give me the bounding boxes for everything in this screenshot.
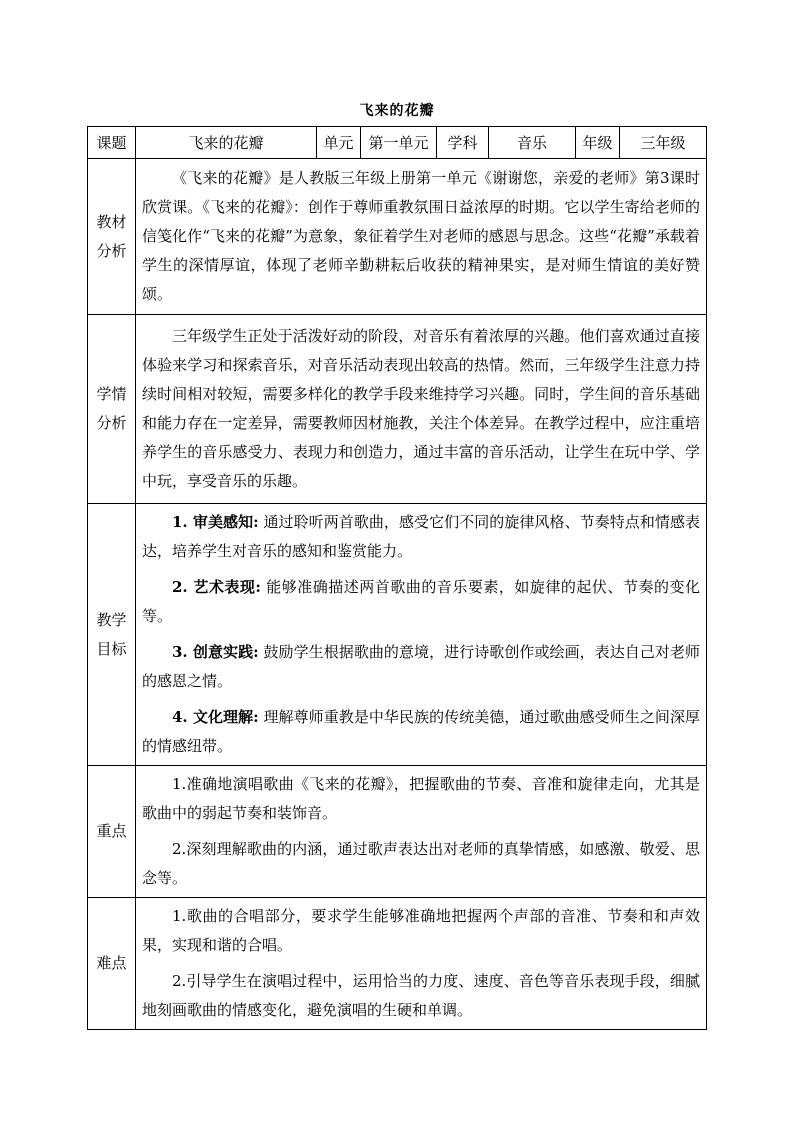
textbook-analysis-text: 《飞来的花瓣》是人教版三年级上册第一单元《谢谢您，亲爱的老师》第3课时欣赏课。《飞来的花瓣》：创作于尊师重教氛围日益浓厚的时期。它以学生寄给老师的信笺化作“飞来的花瓣”为意象，象征着学生对老师的感恩与思念。这些“花瓣”承载着学生的深情厚谊，体现了老师辛勤耕耘后收获的精神果实，是对师生情谊的美好赞颂。 [142, 169, 700, 303]
document-title: 飞来的花瓣 [359, 103, 435, 119]
difficulty-item: 2.引导学生在演唱过程中，运用恰当的力度、速度、音色等音乐表现手段，细腻地刻画歌曲的情感变化，避免演唱的生硬和单调。 [142, 972, 700, 1019]
student-analysis-content [136, 315, 707, 504]
difficulty-item: 1.歌曲的合唱部分，要求学生能够准确地把握两个声部的音准、节奏和和声效果，实现和谐的合唱。 [142, 907, 700, 954]
student-analysis-row [88, 315, 707, 504]
goal-item: 1. 审美感知: 通过聆听两首歌曲，感受它们不同的旋律风格、节奏特点和情感表达，培养学生对音乐的感知和鉴赏能力。 [142, 513, 700, 560]
goal-item: 3. 创意实践: 鼓励学生根据歌曲的意境，进行诗歌创作或绘画，表达自己对老师的感恩之情。 [142, 643, 700, 690]
teaching-goals-row [88, 504, 707, 766]
difficulties-label: 难点 [88, 898, 136, 1030]
teaching-goals-content [136, 504, 707, 766]
lesson-plan-table [87, 126, 707, 1030]
difficulties-content [136, 898, 707, 1030]
goal-item: 4. 文化理解: 理解尊师重教是中华民族的传统美德，通过歌曲感受师生之间深厚的情感纽带。 [142, 708, 700, 755]
unit-value: 第一单元 [361, 127, 437, 159]
header-row [88, 127, 707, 159]
key-point-item: 1.准确地演唱歌曲《飞来的花瓣》，把握歌曲的节奏、音准和旋律走向，尤其是歌曲中的弱起节奏和装饰音。 [142, 775, 700, 822]
student-analysis-text: 三年级学生正处于活泼好动的阶段，对音乐有着浓厚的兴趣。他们喜欢通过直接体验来学习和探索音乐，对音乐活动表现出较高的热情。然而，三年级学生注意力持续时间相对较短，需要多样化的教学手段来维持学习兴趣。同时，学生间的音乐基础和能力存在一定差异，需要教师因材施教，关注个体差异。在教学过程中，应注重培养学生的音乐感受力、表现力和创造力，通过丰富的音乐活动，让学生在玩中学、学中玩，享受音乐的乐趣。 [142, 327, 700, 490]
teaching-goals-label: 教学 目标 [88, 504, 136, 766]
key-points-row [88, 766, 707, 898]
textbook-analysis-content [136, 159, 707, 315]
textbook-analysis-row [88, 159, 707, 315]
subject-label: 学科 [437, 127, 489, 159]
subject-value: 音乐 [489, 127, 576, 159]
grade-value: 三年级 [620, 127, 707, 159]
difficulties-row [88, 898, 707, 1030]
unit-label: 单元 [317, 127, 361, 159]
grade-label: 年级 [576, 127, 620, 159]
topic-value: 飞来的花瓣 [136, 127, 317, 159]
topic-label: 课题 [88, 127, 136, 159]
goal-item: 2. 艺术表现: 能够准确描述两首歌曲的音乐要素，如旋律的起伏、节奏的变化等。 [142, 578, 700, 625]
key-point-item: 2.深刻理解歌曲的内涵，通过歌声表达出对老师的真挚情感，如感激、敬爱、思念等。 [142, 840, 700, 887]
textbook-analysis-label: 教材 分析 [88, 159, 136, 315]
key-points-label: 重点 [88, 766, 136, 898]
key-points-content [136, 766, 707, 898]
student-analysis-label: 学情 分析 [88, 315, 136, 504]
